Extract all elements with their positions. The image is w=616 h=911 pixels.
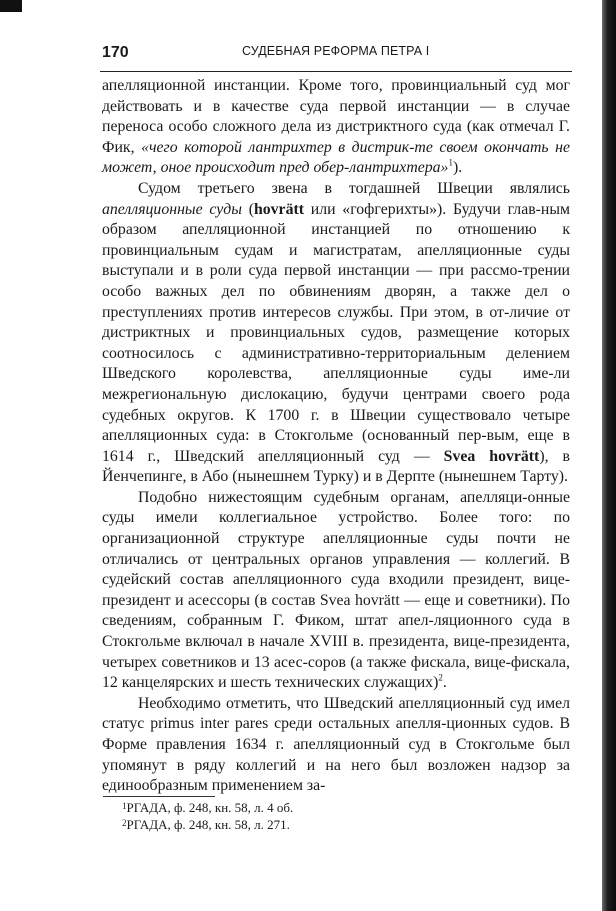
footnotes	[122, 799, 562, 833]
paragraph-2-text: Судом третьего звена в тогдашней Швеции являлись	[138, 179, 570, 197]
footnote-1	[122, 799, 562, 816]
footnote-rule	[103, 796, 215, 797]
page-header	[100, 36, 572, 66]
page-number: 170	[102, 44, 129, 61]
paragraph-1-end: ).	[452, 159, 463, 177]
paragraph-4-text: Необходимо отметить, что Шведский апелляционный суд имел статус primus inter pares среди остальных апелля-ционных судов. В Форме правления 1634 г. апелляционный суд в Стокгольме был упомянут в ряду коллегий и на него был возложен надзор за единообразным применением за-	[102, 694, 570, 795]
footnote-1-number: 1	[122, 801, 127, 811]
paragraph-2-text-d: ), в Йенчепинге, в Або (нынешнем Турку) и в Дерпте (нынешнем Тарту).	[102, 447, 571, 486]
paragraph-2-term: апелляционные суды	[102, 200, 242, 218]
paragraph-2-term-sv: hovrätt	[253, 200, 304, 218]
paragraph-2-text-b: (	[241, 200, 254, 218]
footnote-ref-1: 1	[448, 158, 453, 169]
header-rule	[100, 71, 572, 72]
paragraph-3-text: Подобно нижестоящим судебным органам, апелляци-онные суды имели коллегиальное устройство. Более того: по организационной структуре апелляционные суды почти не отличались от центральных органов управления — коллегий. В судейский состав апелляционного суда входили президент, вице-президент и асессоры (в состав Svea hovrätt — еще и советники). По сведениям, собранным Г. Фиком, штат апел-ляционного суда в Стокгольме включал в начале XVIII в. президента, вице-президента, четырех советников и 13 асес-соров (а также фискала, вице-фискала, 12 канцелярских и шесть технических служащих)	[102, 488, 570, 692]
footnote-ref-2: 2	[438, 672, 443, 683]
paragraph-2-text-c: или «гофгерихты»). Будучи глав-ным образом апелляционной инстанцией по отношению к провинциальным судам и магистратам, апелляционные суды выступали и в роли суда первой инстанции — при рассмо-трении особо важных дел по обвинениям дворян, а также дел о преступлениях против интересов службы. При этом, в от-личие от дистриктных и провинциальных судов, размещение которых соотносилось с административно-территориальным делением Шведского королевства, апелляционные суды име-ли межрегиональную дислокацию, будучи центрами своего рода судебных округов. К 1700 г. в Швеции существовало четыре апелляционных суда: в Стокгольме (основанный пер-вым, еще в 1614 г., Шведский апелляционный суд —	[102, 200, 570, 465]
paragraph-1-quote: «чего которой лантрихтер в дистрик-те своем окончать не может, оное происходит пред обер-лантрихтера»	[102, 138, 571, 177]
scan-edge-shadow	[602, 0, 616, 911]
paragraph-2-court-name: Svea hovrätt	[443, 447, 540, 465]
scan-corner-mark	[0, 0, 22, 12]
paragraph-2	[102, 179, 570, 488]
paragraph-1	[102, 76, 570, 179]
paragraph-3	[102, 488, 570, 694]
paragraph-3-end: .	[442, 674, 447, 692]
footnote-2	[122, 816, 562, 833]
footnote-1-text: РГАДА, ф. 248, кн. 58, л. 4 об.	[126, 800, 294, 815]
body-text	[102, 76, 570, 797]
footnote-2-number: 2	[122, 818, 127, 828]
paragraph-4	[102, 694, 570, 797]
paragraph-1-text: апелляционной инстанции. Кроме того, провинциальный суд мог действовать и в качестве суда первой инстанции — в случае переноса особо сложного дела из дистриктного суда (как отмечал Г. Фик,	[102, 77, 570, 156]
footnote-2-text: РГАДА, ф. 248, кн. 58, л. 271.	[126, 817, 290, 832]
running-title: СУДЕБНАЯ РЕФОРМА ПЕТРА I	[242, 44, 430, 58]
